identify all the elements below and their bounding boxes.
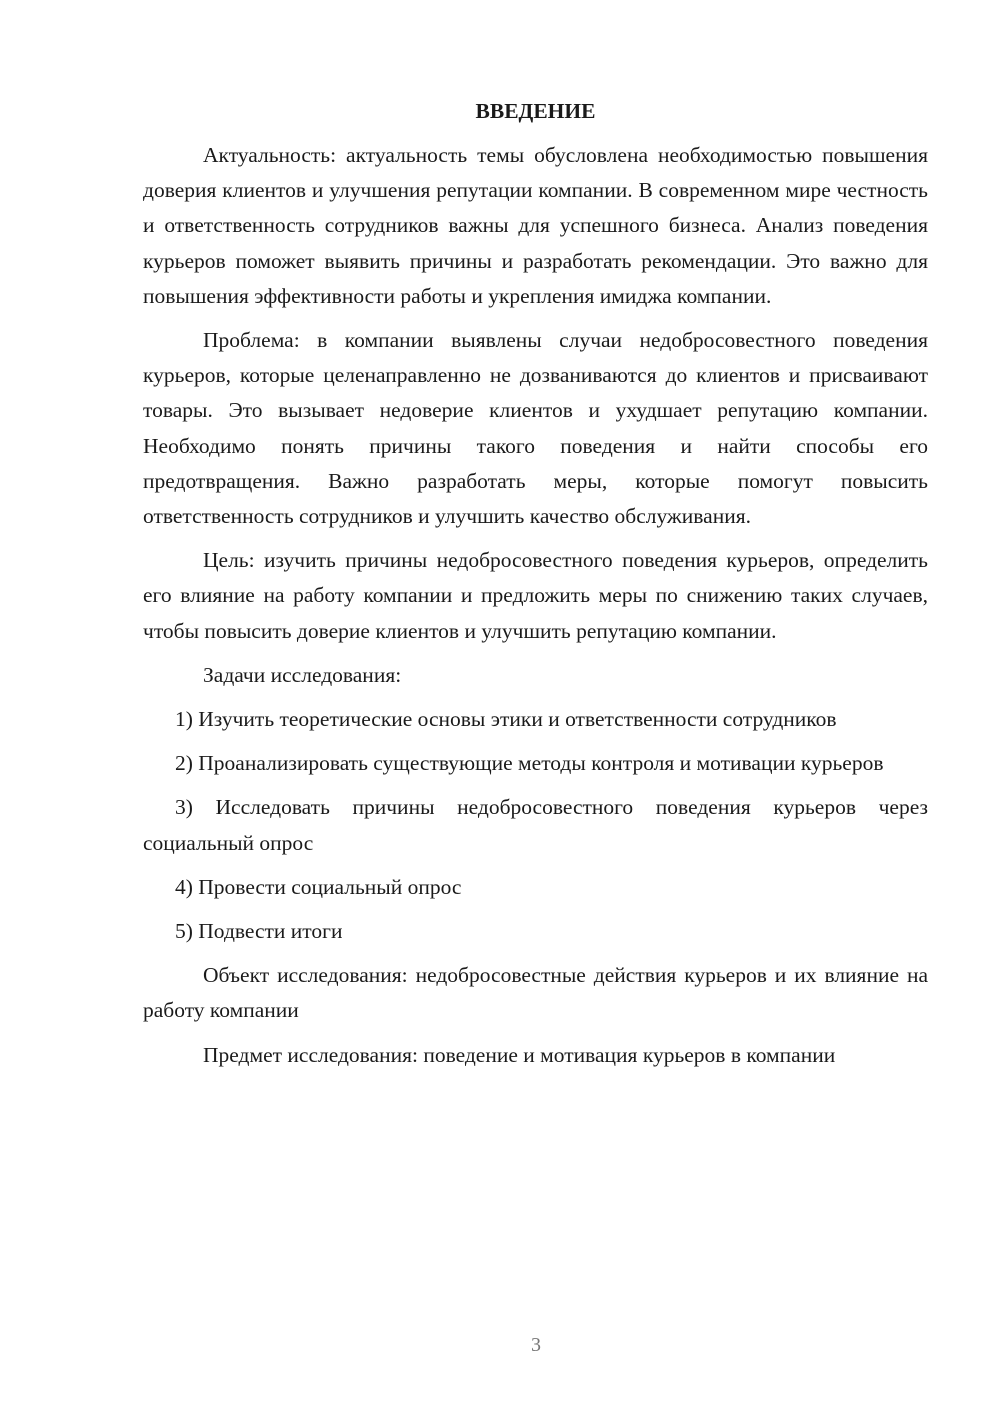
problem-paragraph: Проблема: в компании выявлены случаи недобросовестного поведения курьеров, которые целенаправленно не дозваниваются до клиентов и присваивают товары. Это вызывает недоверие клиентов и ухудшает репутацию компании. Необходимо понять причины такого поведения и найти способы его предотвращения. Важно разработать меры, которые помогут повысить ответственность сотрудников и улучшить качество обслуживания.	[143, 328, 928, 529]
list-item: 3) Исследовать причины недобросовестного поведения курьеров через социальный опрос	[143, 795, 928, 855]
relevance-paragraph: Актуальность: актуальность темы обусловлена необходимостью повышения доверия клиентов и улучшения репутации компании. В современном мире честность и ответственность сотрудников важны для успешного бизнеса. Анализ поведения курьеров поможет выявить причины и разработать рекомендации. Это важно для повышения эффективности работы и укрепления имиджа компании.	[143, 143, 928, 308]
tasks-list	[143, 702, 928, 949]
list-item: 4) Провести социальный опрос	[175, 874, 462, 899]
list-item: 5) Подвести итоги	[175, 919, 343, 944]
page-title: ВВЕДЕНИЕ	[475, 99, 596, 123]
goal-paragraph: Цель: изучить причины недобросовестного поведения курьеров, определить его влияние на работу компании и предложить меры по снижению таких случаев, чтобы повысить доверие клиентов и улучшить репутацию компании.	[143, 548, 928, 643]
page-content	[143, 96, 928, 1082]
list-item: 1) Изучить теоретические основы этики и ответственности сотрудников	[175, 707, 837, 732]
list-item: 2) Проанализировать существующие методы контроля и мотивации курьеров	[175, 751, 884, 776]
object-paragraph: Объект исследования: недобросовестные действия курьеров и их влияние на работу компании	[143, 963, 928, 1023]
subject-paragraph: Предмет исследования: поведение и мотивация курьеров в компании	[203, 1042, 836, 1067]
tasks-heading: Задачи исследования:	[203, 662, 402, 687]
page-number: 3	[531, 1334, 541, 1356]
